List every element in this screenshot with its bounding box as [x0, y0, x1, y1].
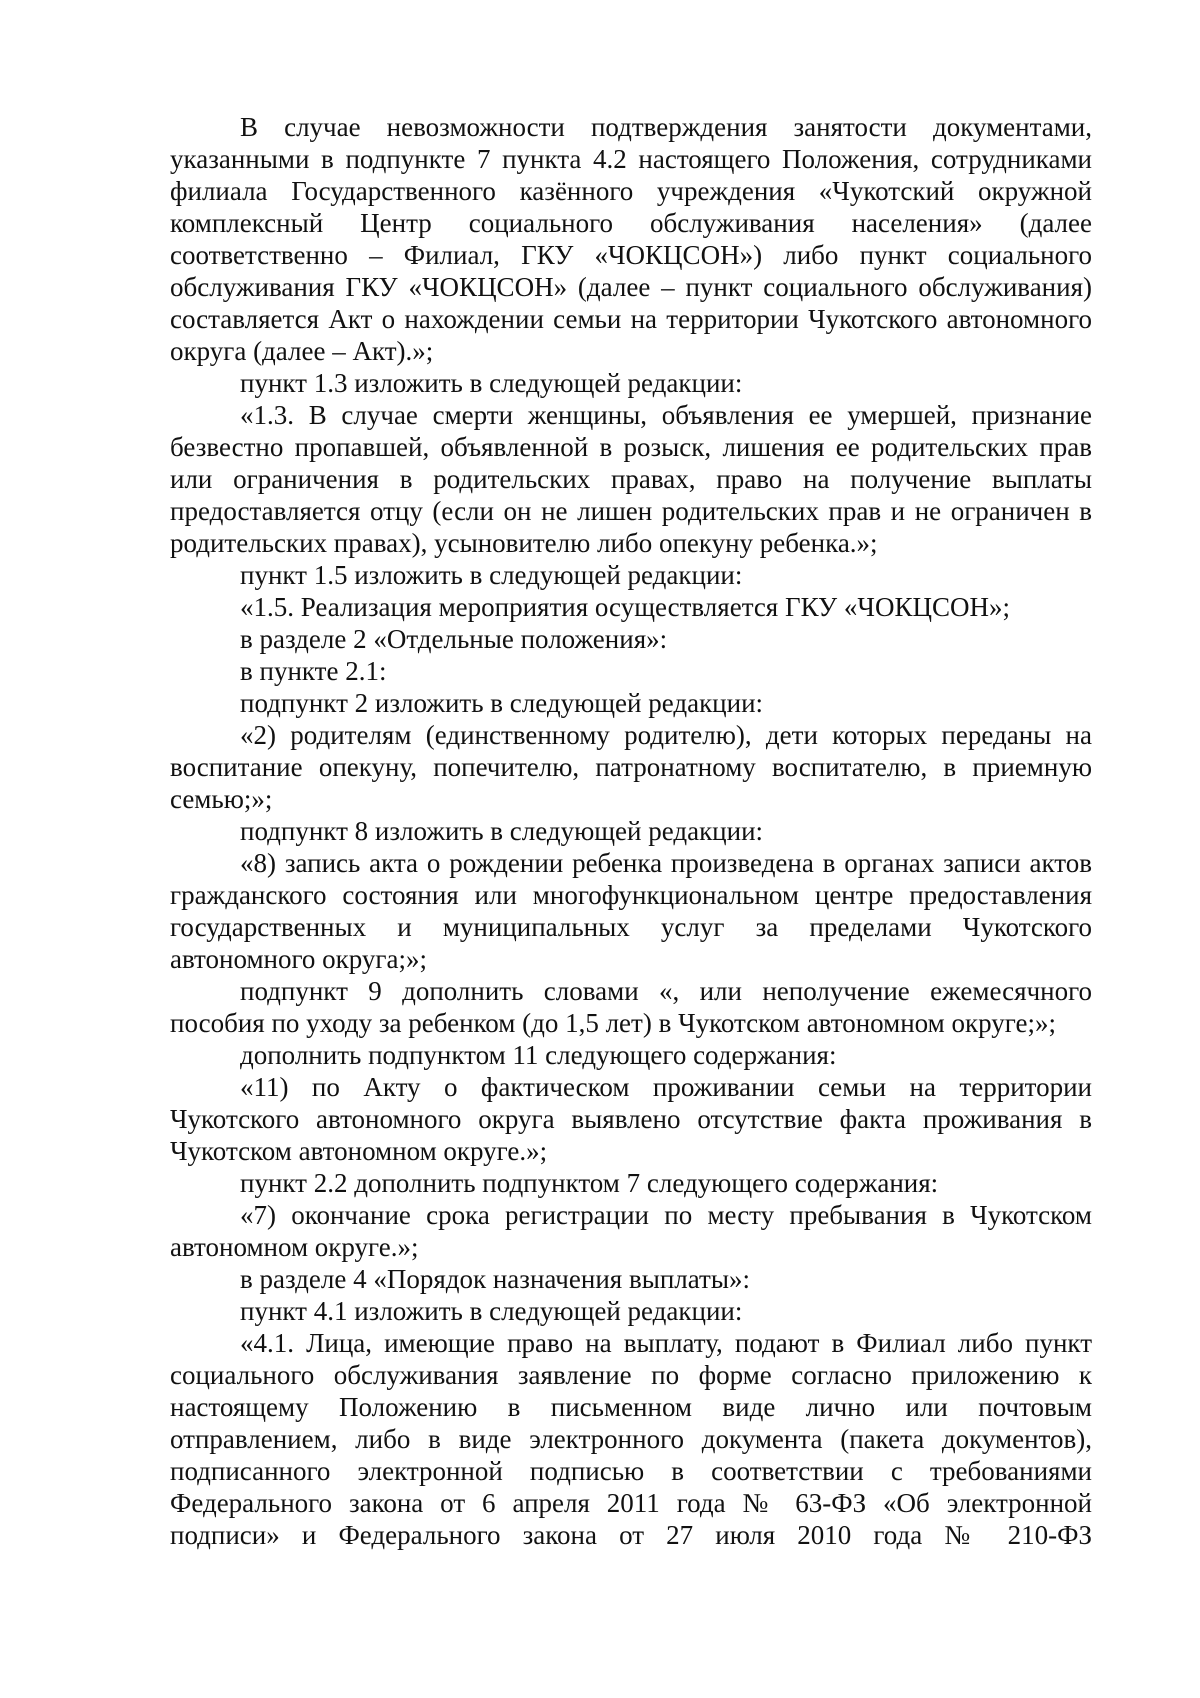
document-body	[170, 111, 1092, 1551]
paragraph: пункт 1.3 изложить в следующей редакции:	[240, 368, 743, 398]
paragraph: в разделе 2 «Отдельные положения»:	[240, 624, 668, 654]
paragraph: подпункт 9 дополнить словами «, или неполучение ежемесячного пособия по уходу за ребенком (до 1,5 лет) в Чукотском автономном округе;»;	[170, 976, 1092, 1038]
paragraph: «8) запись акта о рождении ребенка произведена в органах записи актов гражданского состояния или многофункциональном центре предоставления государственных и муниципальных услуг за пределами Чукотского автономного округа;»;	[170, 848, 1092, 974]
paragraph: «4.1. Лица, имеющие право на выплату, подают в Филиал либо пункт социального обслуживания заявление по форме согласно приложению к настоящему Положению в письменном виде лично или почтовым отправлением, либо в виде электронного документа (пакета документов), подписанного электронной подписью в соответствии с требованиями Федерального закона от 6 апреля 2011 года № 63-ФЗ «Об электронной подписи» и Федерального закона от 27 июля 2010 года № 210-ФЗ	[170, 1328, 1092, 1550]
paragraph: «2) родителям (единственному родителю), дети которых переданы на воспитание опекуну, попечителю, патронатному воспитателю, в приемную семью;»;	[170, 720, 1092, 814]
paragraph: в пункте 2.1:	[240, 656, 387, 686]
paragraph: в разделе 4 «Порядок назначения выплаты»:	[240, 1264, 750, 1294]
paragraph: «11) по Акту о фактическом проживании семьи на территории Чукотского автономного округа выявлено отсутствие факта проживания в Чукотском автономном округе.»;	[170, 1072, 1092, 1166]
paragraph: пункт 1.5 изложить в следующей редакции:	[240, 560, 743, 590]
paragraph: подпункт 2 изложить в следующей редакции:	[240, 688, 764, 718]
paragraph: «7) окончание срока регистрации по месту пребывания в Чукотском автономном округе.»;	[170, 1200, 1092, 1262]
paragraph: дополнить подпунктом 11 следующего содержания:	[240, 1040, 837, 1070]
paragraph: пункт 2.2 дополнить подпунктом 7 следующего содержания:	[240, 1168, 939, 1198]
paragraph: пункт 4.1 изложить в следующей редакции:	[240, 1296, 743, 1326]
paragraph: «1.3. В случае смерти женщины, объявления ее умершей, признание безвестно пропавшей, объявленной в розыск, лишения ее родительских прав или ограничения в родительских правах, право на получение выплаты предоставляется отцу (если он не лишен родительских прав и не ограничен в родительских правах), усыновителю либо опекуну ребенка.»;	[170, 400, 1092, 558]
paragraph: подпункт 8 изложить в следующей редакции:	[240, 816, 764, 846]
paragraph: В случае невозможности подтверждения занятости документами, указанными в подпункте 7 пункта 4.2 настоящего Положения, сотрудниками филиала Государственного казённого учреждения «Чукотский окружной комплексный Центр социального обслуживания населения» (далее соответственно – Филиал, ГКУ «ЧОКЦСОН») либо пункт социального обслуживания ГКУ «ЧОКЦСОН» (далее – пункт социального обслуживания) составляется Акт о нахождении семьи на территории Чукотского автономного округа (далее – Акт).»;	[170, 112, 1092, 366]
paragraph: «1.5. Реализация мероприятия осуществляется ГКУ «ЧОКЦСОН»;	[240, 592, 1010, 622]
